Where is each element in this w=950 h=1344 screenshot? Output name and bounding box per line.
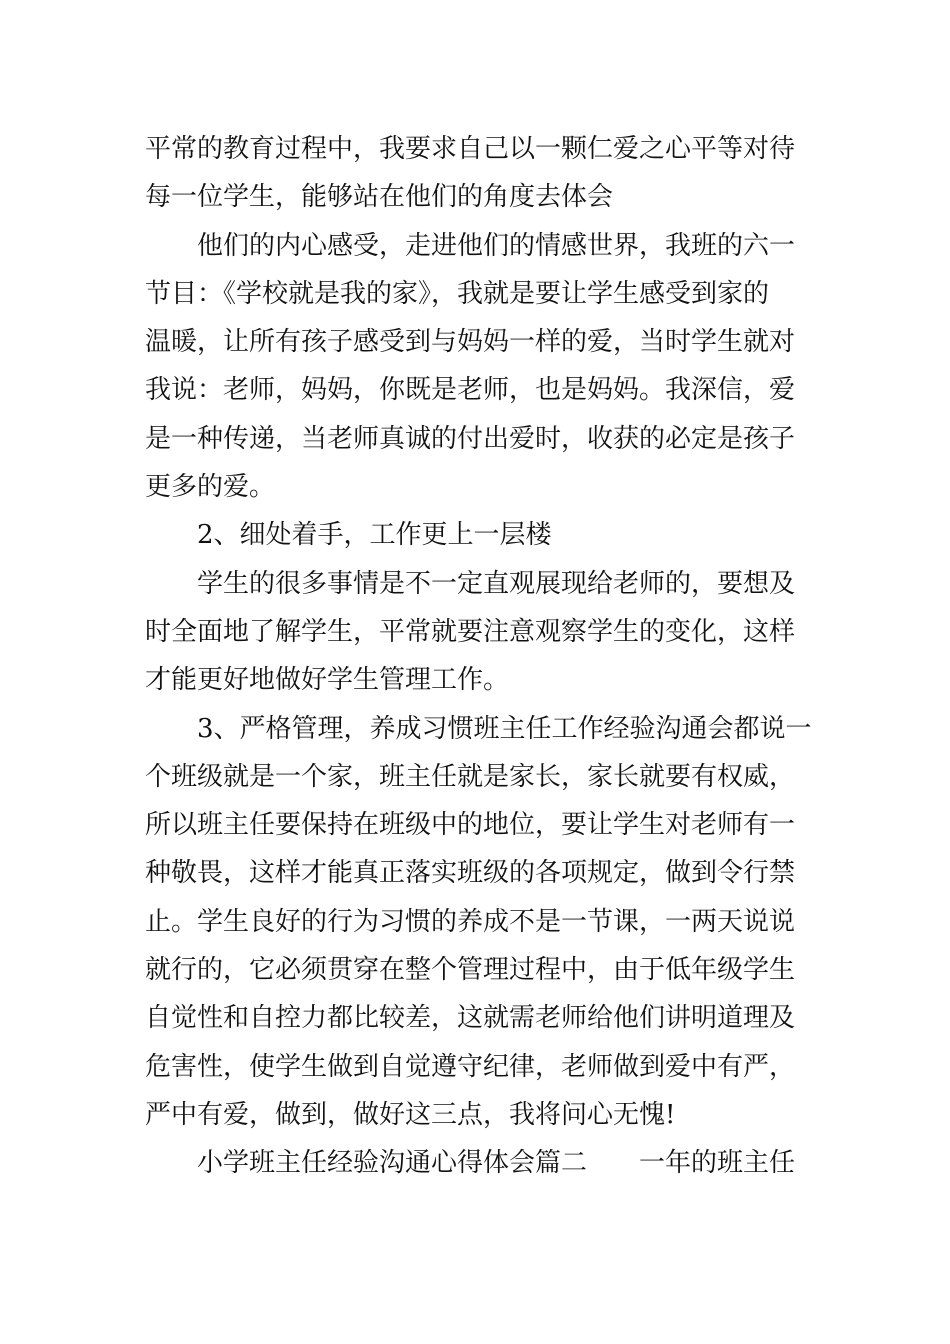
paragraph-line: 节目：《学校就是我的家》，我就是要让学生感受到家的 <box>145 278 770 309</box>
paragraph-2 <box>145 222 810 512</box>
paragraph-line: 就行的，它必须贯穿在整个管理过程中，由于低年级学生 <box>145 955 796 986</box>
section-heading-2 <box>145 511 810 559</box>
paragraph-line: 个班级就是一个家，班主任就是家长，家长就要有权威， <box>145 761 796 792</box>
paragraph-line: 危害性，使学生做到自觉遵守纪律，老师做到爱中有严， <box>145 1051 796 1082</box>
paragraph-line: 他们的内心感受，走进他们的情感世界，我班的六一 <box>197 230 796 261</box>
paragraph-line: 3、严格管理，养成习惯班主任工作经验沟通会都说一 <box>197 713 812 744</box>
paragraph-line: 是一种传递，当老师真诚的付出爱时，收获的必定是孩子 <box>145 423 796 454</box>
paragraph-line: 所以班主任要保持在班级中的地位，要让学生对老师有一 <box>145 810 796 841</box>
paragraph-line: 时全面地了解学生，平常就要注意观察学生的变化，这样 <box>145 616 796 647</box>
paragraph-line: 2、细处着手，工作更上一层楼 <box>197 520 552 551</box>
paragraph-line: 自觉性和自控力都比较差，这就需老师给他们讲明道理及 <box>145 1003 796 1034</box>
paragraph-line: 更多的爱。 <box>145 472 276 503</box>
paragraph-line: 我说：老师，妈妈，你既是老师，也是妈妈。我深信，爱 <box>145 375 796 406</box>
paragraph-line: 小学班主任经验沟通心得体会篇二 一年的班主任 <box>197 1148 796 1179</box>
paragraph-line: 种敬畏，这样才能真正落实班级的各项规定，做到令行禁 <box>145 858 796 889</box>
paragraph-5 <box>145 1139 810 1187</box>
paragraph-line: 温暖，让所有孩子感受到与妈妈一样的爱，当时学生就对 <box>145 327 796 358</box>
paragraph-line: 学生的很多事情是不一定直观展现给老师的，要想及 <box>197 568 796 599</box>
paragraph-4 <box>145 705 810 1140</box>
paragraph-line: 严中有爱，做到，做好这三点，我将问心无愧! <box>145 1099 676 1130</box>
document-body <box>145 125 810 1188</box>
paragraph-line: 才能更好地做好学生管理工作。 <box>145 665 510 696</box>
paragraph-1 <box>145 125 810 222</box>
paragraph-line: 平常的教育过程中，我要求自己以一颗仁爱之心平等对待 <box>145 134 796 164</box>
paragraph-line: 止。学生良好的行为习惯的养成不是一节课，一两天说说 <box>145 906 796 937</box>
paragraph-line: 每一位学生，能够站在他们的角度去体会 <box>145 182 614 213</box>
paragraph-3 <box>145 560 810 705</box>
